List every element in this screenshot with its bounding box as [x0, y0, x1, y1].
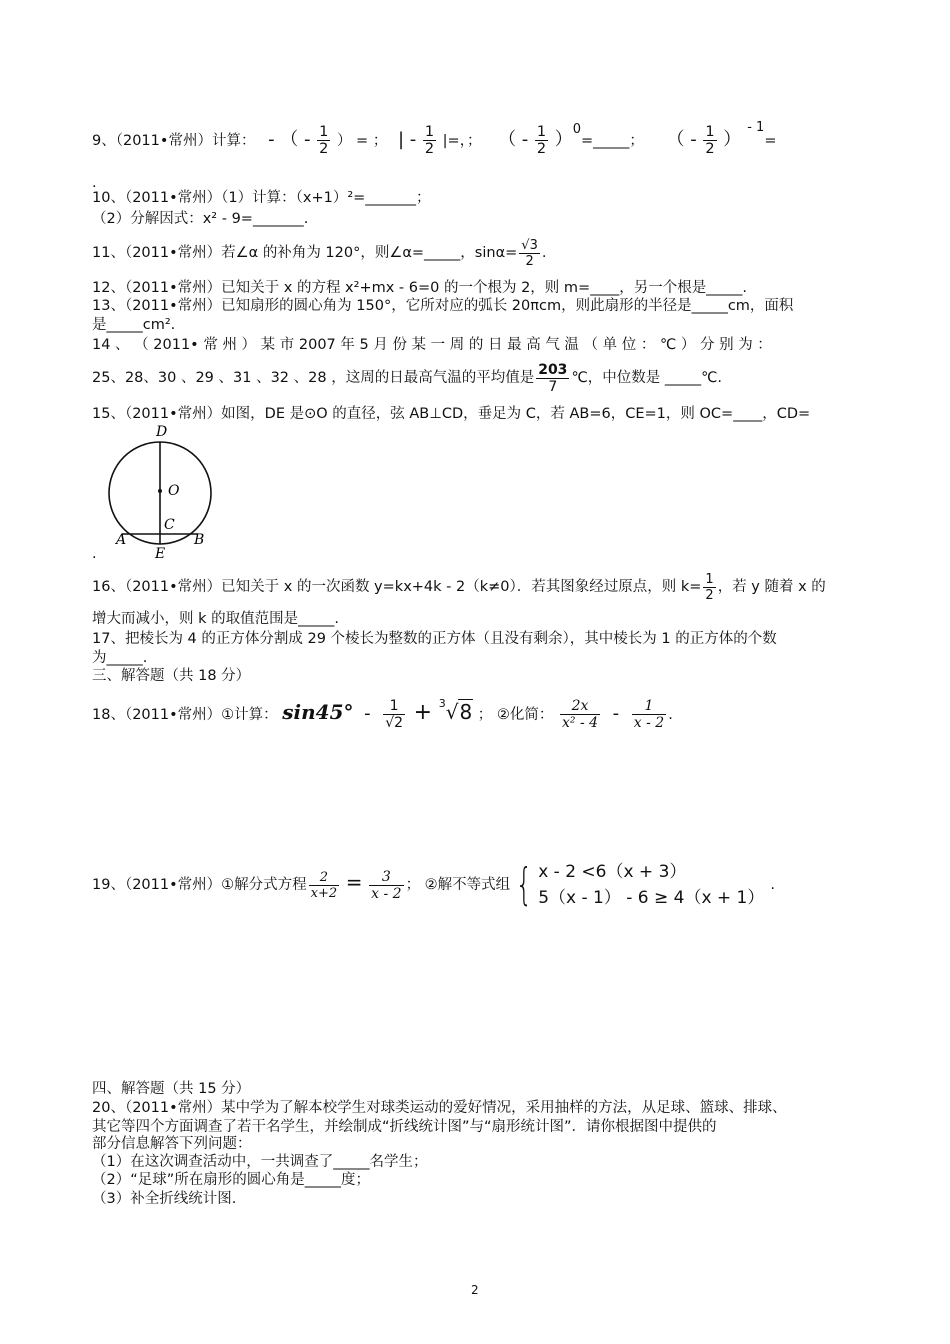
- question-20-sub2: （2）“足球”所在扇形的圆心角是_____度；: [92, 1172, 370, 1188]
- q9-number: 9、: [92, 132, 116, 149]
- q9-pow0-open: （ -: [498, 128, 529, 150]
- q18-frac3: $\frac{1}{x - 2}$: [633, 698, 665, 732]
- question-20-sub3: （3）补全折线统计图.: [92, 1191, 237, 1207]
- q18-prefix: 18、（2011•常州）①计算：: [92, 706, 278, 723]
- q19-prefix: 19、（2011•常州）①解分式方程: [92, 877, 307, 893]
- question-15: 15、（2011•常州）如图，DE 是⊙O 的直径，弦 AB⊥CD，垂足为 C，若 AB=6，CE=1，则 OC=____，CD=: [92, 406, 811, 422]
- q9-abs-open: | -: [397, 128, 417, 150]
- question-20-sub1: （1）在这次调查活动中，一共调查了_____名学生；: [92, 1154, 428, 1170]
- q18-mid: ； ②化简：: [477, 706, 554, 723]
- question-20-line2: 其它等四个方面调查了若干名学生，并绘制成“折线统计图”与“扇形统计图”．请你根据图中提供的: [92, 1119, 717, 1135]
- question-17-line2: 为_____.: [92, 650, 148, 666]
- q18-frac1: $\frac{1}{√2}$: [385, 698, 404, 732]
- q16-text-2: ，若 y 随着 x 的: [717, 579, 826, 595]
- q9-half-2: $\frac{1}{2}$: [424, 123, 435, 158]
- question-20-line3: 部分信息解答下列问题：: [92, 1136, 252, 1152]
- q19-ineq2: 5（x - 1） - 6 ≥ 4（x + 1）: [538, 888, 765, 908]
- q11-text: 11、（2011•常州）若∠α 的补角为 120°，则∠α=_____，sinα=: [92, 245, 518, 261]
- question-20-line1: 20、（2011•常州）某中学为了解本校学生对球类运动的爱好情况，采用抽样的方法，从足球、篮球、排球、: [92, 1100, 787, 1116]
- label-o: O: [168, 483, 180, 499]
- question-19: [92, 858, 775, 911]
- q9-pow0-close: ）: [554, 128, 573, 150]
- q18-minus-2: -: [612, 702, 620, 724]
- q19-equals: =: [345, 870, 363, 894]
- q9-powm1-open: （ -: [666, 128, 697, 150]
- q14-median: ℃，中位数是 _____℃.: [571, 370, 722, 386]
- label-d: D: [156, 424, 168, 440]
- q18-plus: +: [413, 699, 433, 725]
- label-a: A: [116, 532, 127, 548]
- question-18: [92, 690, 673, 735]
- q9-equals: =: [764, 132, 777, 149]
- q14-fraction: $\frac{203}{7}$: [538, 361, 568, 395]
- q16-text: 16、（2011•常州）已知关于 x 的一次函数 y=kx+4k - 2（k≠0）．若其图象经过原点，则 k=: [92, 579, 702, 595]
- q19-inequality-system: [538, 859, 764, 911]
- question-10-line2: （2）分解因式：x² - 9=_______.: [92, 211, 309, 227]
- section-4-heading: 四、解答题（共 15 分）: [92, 1081, 251, 1097]
- center-point: [158, 489, 162, 493]
- question-12: 12、（2011•常州）已知关于 x 的方程 x²+mx - 6=0 的一个根为 2，则 m=____，另一个根是_____.: [92, 280, 748, 296]
- q9-expr1-open: - （ -: [268, 128, 311, 150]
- circle-diagram: [100, 420, 230, 560]
- question-16-line2: 增大而减小，则 k 的取值范围是_____.: [92, 611, 339, 627]
- page-number: 2: [471, 1283, 479, 1297]
- q19-end: .: [770, 877, 775, 893]
- q11-fraction: $\frac{√3}{2}$: [521, 237, 538, 269]
- question-9: [92, 118, 776, 159]
- question-10-line1: 10、（2011•常州）（1）计算：（x+1）²=_______；: [92, 190, 431, 206]
- label-e: E: [155, 546, 166, 560]
- q9-answer-blank: =_____；: [581, 132, 644, 149]
- label-b: B: [194, 532, 205, 548]
- q9-expr1-close: ） = ；: [336, 132, 388, 149]
- question-17-line1: 17、把棱长为 4 的正方体分割成 29 个棱长为整数的正方体（且没有剩余），其中棱长为 1 的正方体的个数: [92, 631, 777, 647]
- q18-minus: -: [364, 702, 371, 724]
- q19-ineq1: x - 2 <6（x + 3）: [538, 862, 687, 882]
- q9-powm1-close: ）: [723, 128, 742, 150]
- question-13-line1: 13、（2011•常州）已知扇形的圆心角为 150°，它所对应的弧长 20πcm，则此扇形的半径是_____cm，面积: [92, 298, 794, 314]
- question-13-line2: 是_____cm².: [92, 317, 176, 333]
- q9-half-1: $\frac{1}{2}$: [319, 123, 329, 158]
- question-14-line1: 14 、 （ 2011• 常 州 ） 某 市 2007 年 5 月 份 某 一 周 的 日 最 高 气 温 （ 单 位 ： ℃ ） 分 别 为 ：: [92, 337, 772, 353]
- q14-values: 25、28、30 、29 、31 、32 、28 ，这周的日最高气温的平均值是: [92, 370, 535, 386]
- q19-frac2: $\frac{3}{x - 2}$: [371, 868, 402, 902]
- q18-cube-root: $^3$√8: [438, 697, 473, 724]
- q9-half-3: $\frac{1}{2}$: [536, 123, 547, 158]
- q18-end: .: [668, 706, 673, 723]
- question-14-line2: [92, 360, 722, 396]
- q11-end: .: [541, 245, 547, 261]
- q18-sin: sin45°: [282, 699, 354, 724]
- q19-frac1: $\frac{2}{x+2}$: [310, 869, 338, 901]
- q19-mid: ； ②解不等式组: [405, 877, 511, 893]
- q9-exponent-m1: - 1: [747, 120, 765, 135]
- label-c: C: [164, 517, 175, 533]
- q9-dot: .: [92, 175, 97, 191]
- q9-prefix: （2011•常州）计算：: [115, 132, 256, 149]
- q19-brace: {: [515, 859, 533, 910]
- question-16-line1: [92, 570, 826, 604]
- q18-frac2: $\frac{2x}{\text{x² - 4}}$: [562, 698, 599, 732]
- q15-dot: .: [92, 546, 97, 562]
- q16-fraction: $\frac{1}{2}$: [705, 571, 714, 603]
- question-11: [92, 236, 546, 270]
- q9-abs-close: |=，；: [442, 132, 482, 149]
- q9-exponent-0: 0: [572, 122, 582, 137]
- q9-half-4: $\frac{1}{2}$: [705, 123, 715, 158]
- section-3-heading: 三、解答题（共 18 分）: [92, 668, 251, 684]
